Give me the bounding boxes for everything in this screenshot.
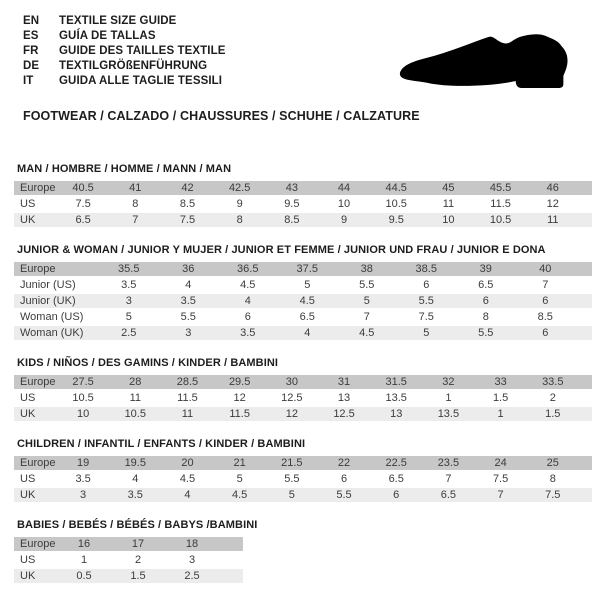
size-value: 4: [218, 293, 278, 309]
size-value: 9: [214, 196, 266, 212]
size-value: 5: [266, 487, 318, 503]
size-value: 11: [161, 406, 213, 422]
size-value: 16: [57, 537, 111, 552]
size-value: 7.5: [57, 196, 109, 212]
size-value: 24: [475, 456, 527, 471]
size-grid-children: [14, 456, 592, 504]
size-value: 10.5: [57, 390, 109, 406]
region-label: Junior (UK): [14, 293, 99, 309]
size-value: 2: [111, 552, 165, 568]
row-spacer: [579, 456, 592, 471]
size-value: 8: [527, 471, 579, 487]
size-value: 4: [278, 325, 338, 341]
table-title: MAN / HOMBRE / HOMME / MANN / MAN: [17, 163, 232, 175]
size-value: 5.5: [337, 277, 397, 293]
size-table-kids: [14, 357, 592, 423]
size-value: 3.5: [109, 487, 161, 503]
size-value: 31.5: [370, 375, 422, 390]
size-value: 3: [159, 325, 219, 341]
size-grid-man: [14, 181, 592, 229]
row-spacer: [579, 212, 592, 228]
size-value: 5.5: [318, 487, 370, 503]
language-guide-title: GUIDE DES TAILLES TEXTILE: [59, 44, 226, 57]
size-value: 5.5: [397, 293, 457, 309]
size-value: 42.5: [214, 181, 266, 196]
size-value: 1: [57, 552, 111, 568]
region-label: UK: [14, 568, 57, 584]
size-value: 36: [159, 262, 219, 277]
size-value: 12: [266, 406, 318, 422]
size-value: 27.5: [57, 375, 109, 390]
size-value: 31: [318, 375, 370, 390]
language-guide-title: TEXTILE SIZE GUIDE: [59, 14, 177, 27]
size-value: 11.5: [161, 390, 213, 406]
size-value: 9.5: [266, 196, 318, 212]
size-value: 11.5: [475, 196, 527, 212]
size-value: 33.5: [527, 375, 579, 390]
size-value: 6: [516, 325, 576, 341]
region-label: UK: [14, 212, 57, 228]
table-title: CHILDREN / INFANTIL / ENFANTS / KINDER / BAMBINI: [17, 438, 306, 450]
size-value: 9: [318, 212, 370, 228]
size-value: 33: [475, 375, 527, 390]
table-title: JUNIOR & WOMAN / JUNIOR Y MUJER / JUNIOR ET FEMME / JUNIOR UND FRAU / JUNIOR E DONA: [17, 244, 546, 256]
size-value: 28: [109, 375, 161, 390]
size-value: 22: [318, 456, 370, 471]
size-table-babies: [14, 519, 592, 585]
size-value: 7.5: [397, 309, 457, 325]
size-value: 5.5: [266, 471, 318, 487]
size-value: 6: [218, 309, 278, 325]
size-value: 10.5: [475, 212, 527, 228]
table-row: [14, 537, 243, 552]
table-row: [14, 552, 243, 568]
size-value: 37.5: [278, 262, 338, 277]
region-label: Europe: [14, 456, 57, 471]
table-row: [14, 471, 592, 487]
size-grid-junior-woman: [14, 262, 592, 342]
size-value: 13.5: [422, 406, 474, 422]
language-row-es: [23, 28, 226, 43]
language-code: ES: [23, 29, 39, 42]
language-code: FR: [23, 44, 39, 57]
size-value: 45: [422, 181, 474, 196]
size-value: 36.5: [218, 262, 278, 277]
size-value: 10.5: [109, 406, 161, 422]
size-value: 20: [161, 456, 213, 471]
size-value: 23.5: [422, 456, 474, 471]
size-value: 10: [422, 212, 474, 228]
region-label: Woman (US): [14, 309, 99, 325]
region-label: Junior (US): [14, 277, 99, 293]
size-value: 3.5: [159, 293, 219, 309]
size-value: 1: [475, 406, 527, 422]
language-code: DE: [23, 60, 40, 73]
table-row: [14, 293, 592, 309]
size-value: 6: [456, 293, 516, 309]
size-value: 6: [318, 471, 370, 487]
row-spacer: [219, 537, 243, 552]
size-value: 4.5: [214, 487, 266, 503]
region-label: US: [14, 390, 57, 406]
size-value: 6.5: [57, 212, 109, 228]
size-tables: [14, 163, 592, 600]
dress-shoe-icon: [397, 27, 577, 91]
size-value: 45.5: [475, 181, 527, 196]
table-title: KIDS / NIÑOS / DES GAMINS / KINDER / BAMBINI: [17, 357, 279, 369]
size-value: 5: [397, 325, 457, 341]
row-spacer: [575, 309, 592, 325]
row-spacer: [219, 568, 243, 584]
size-value: 44.5: [370, 181, 422, 196]
region-label: US: [14, 552, 57, 568]
table-row: [14, 181, 592, 196]
size-value: 38.5: [397, 262, 457, 277]
table-row: [14, 568, 243, 584]
row-spacer: [575, 293, 592, 309]
region-label: UK: [14, 487, 57, 503]
size-value: 25: [527, 456, 579, 471]
size-value: 10: [318, 196, 370, 212]
size-value: 6.5: [278, 309, 338, 325]
size-value: 2.5: [99, 325, 159, 341]
size-value: 7.5: [475, 471, 527, 487]
size-value: 44: [318, 181, 370, 196]
size-value: 29.5: [214, 375, 266, 390]
language-code: EN: [23, 14, 40, 27]
row-spacer: [579, 375, 592, 390]
size-value: 5: [99, 309, 159, 325]
size-value: 13.5: [370, 390, 422, 406]
region-label: Woman (UK): [14, 325, 99, 341]
table-row: [14, 390, 592, 406]
size-value: 1.5: [111, 568, 165, 584]
region-label: US: [14, 196, 57, 212]
size-value: 12: [527, 196, 579, 212]
size-value: 39: [456, 262, 516, 277]
size-value: 13: [318, 390, 370, 406]
table-row: [14, 196, 592, 212]
size-value: 1.5: [475, 390, 527, 406]
row-spacer: [575, 277, 592, 293]
size-value: 5.5: [159, 309, 219, 325]
table-row: [14, 406, 592, 422]
size-value: 17: [111, 537, 165, 552]
size-value: 6: [370, 487, 422, 503]
size-value: 5: [214, 471, 266, 487]
size-value: 9.5: [370, 212, 422, 228]
size-grid-kids: [14, 375, 592, 423]
table-row: [14, 456, 592, 471]
size-value: 6: [397, 277, 457, 293]
size-value: 8: [456, 309, 516, 325]
size-value: 28.5: [161, 375, 213, 390]
language-guide-title: GUIDA ALLE TAGLIE TESSILI: [59, 75, 223, 88]
size-value: 19.5: [109, 456, 161, 471]
size-value: 35.5: [99, 262, 159, 277]
language-row-en: [23, 13, 226, 28]
size-value: 7.5: [527, 487, 579, 503]
size-value: 41: [109, 181, 161, 196]
size-value: 4.5: [337, 325, 397, 341]
size-value: 30: [266, 375, 318, 390]
size-value: 8: [109, 196, 161, 212]
region-label: US: [14, 471, 57, 487]
size-value: 5: [337, 293, 397, 309]
size-value: 6.5: [370, 471, 422, 487]
row-spacer: [575, 325, 592, 341]
size-table-man: [14, 163, 592, 229]
language-guide-title: TEXTILGRÖßENFÜHRUNG: [59, 60, 208, 73]
size-value: 4: [109, 471, 161, 487]
size-value: 11: [109, 390, 161, 406]
size-value: 43: [266, 181, 318, 196]
size-value: 10.5: [370, 196, 422, 212]
size-value: 5.5: [456, 325, 516, 341]
size-value: 6.5: [456, 277, 516, 293]
language-code: IT: [23, 75, 34, 88]
size-value: 42: [161, 181, 213, 196]
row-spacer: [219, 552, 243, 568]
size-value: 1: [422, 390, 474, 406]
size-value: 7: [337, 309, 397, 325]
size-value: 8.5: [516, 309, 576, 325]
size-value: 11: [422, 196, 474, 212]
size-value: 11: [527, 212, 579, 228]
size-value: 3: [99, 293, 159, 309]
size-value: 8.5: [266, 212, 318, 228]
size-value: 10: [57, 406, 109, 422]
row-spacer: [579, 181, 592, 196]
size-value: 12.5: [318, 406, 370, 422]
size-value: 4: [159, 277, 219, 293]
table-row: [14, 375, 592, 390]
size-value: 21: [214, 456, 266, 471]
language-guide-title: GUÍA DE TALLAS: [59, 29, 156, 42]
size-value: 12.5: [266, 390, 318, 406]
table-row: [14, 262, 592, 277]
size-value: 13: [370, 406, 422, 422]
size-value: 4: [161, 487, 213, 503]
size-table-junior-woman: [14, 244, 592, 342]
size-value: 7: [475, 487, 527, 503]
size-value: 3.5: [99, 277, 159, 293]
size-value: 1.5: [527, 406, 579, 422]
row-spacer: [579, 471, 592, 487]
size-value: 40.5: [57, 181, 109, 196]
size-value: 8.5: [161, 196, 213, 212]
row-spacer: [579, 406, 592, 422]
table-row: [14, 309, 592, 325]
region-label: Europe: [14, 537, 57, 552]
size-value: 3.5: [57, 471, 109, 487]
size-value: 21.5: [266, 456, 318, 471]
row-spacer: [579, 196, 592, 212]
size-value: 4.5: [161, 471, 213, 487]
size-value: 3: [57, 487, 109, 503]
size-value: 11.5: [214, 406, 266, 422]
region-label: UK: [14, 406, 57, 422]
region-label: Europe: [14, 375, 57, 390]
size-value: 8: [214, 212, 266, 228]
size-value: 7.5: [161, 212, 213, 228]
table-row: [14, 212, 592, 228]
size-value: 6: [516, 293, 576, 309]
language-row-it: [23, 74, 226, 89]
size-value: 7: [109, 212, 161, 228]
row-spacer: [579, 487, 592, 503]
size-value: 2.5: [165, 568, 219, 584]
size-value: 12: [214, 390, 266, 406]
size-grid-babies: [14, 537, 243, 585]
language-list: [23, 13, 226, 89]
region-label: Europe: [14, 262, 99, 277]
table-row: [14, 487, 592, 503]
size-value: 18: [165, 537, 219, 552]
row-spacer: [579, 390, 592, 406]
size-value: 5: [278, 277, 338, 293]
size-value: 3: [165, 552, 219, 568]
size-table-children: [14, 438, 592, 504]
size-value: 32: [422, 375, 474, 390]
table-row: [14, 277, 592, 293]
table-title: BABIES / BEBÉS / BÉBÉS / BABYS /BAMBINI: [17, 519, 258, 531]
size-value: 2: [527, 390, 579, 406]
table-row: [14, 325, 592, 341]
size-value: 7: [516, 277, 576, 293]
row-spacer: [575, 262, 592, 277]
size-value: 19: [57, 456, 109, 471]
size-value: 7: [422, 471, 474, 487]
size-value: 4.5: [218, 277, 278, 293]
region-label: Europe: [14, 181, 57, 196]
size-value: 46: [527, 181, 579, 196]
category-heading: FOOTWEAR / CALZADO / CHAUSSURES / SCHUHE / CALZATURE: [23, 109, 420, 123]
size-value: 0.5: [57, 568, 111, 584]
size-value: 6.5: [422, 487, 474, 503]
language-row-fr: [23, 43, 226, 58]
size-value: 22.5: [370, 456, 422, 471]
size-value: 40: [516, 262, 576, 277]
size-value: 38: [337, 262, 397, 277]
language-row-de: [23, 59, 226, 74]
size-value: 3.5: [218, 325, 278, 341]
size-value: 4.5: [278, 293, 338, 309]
